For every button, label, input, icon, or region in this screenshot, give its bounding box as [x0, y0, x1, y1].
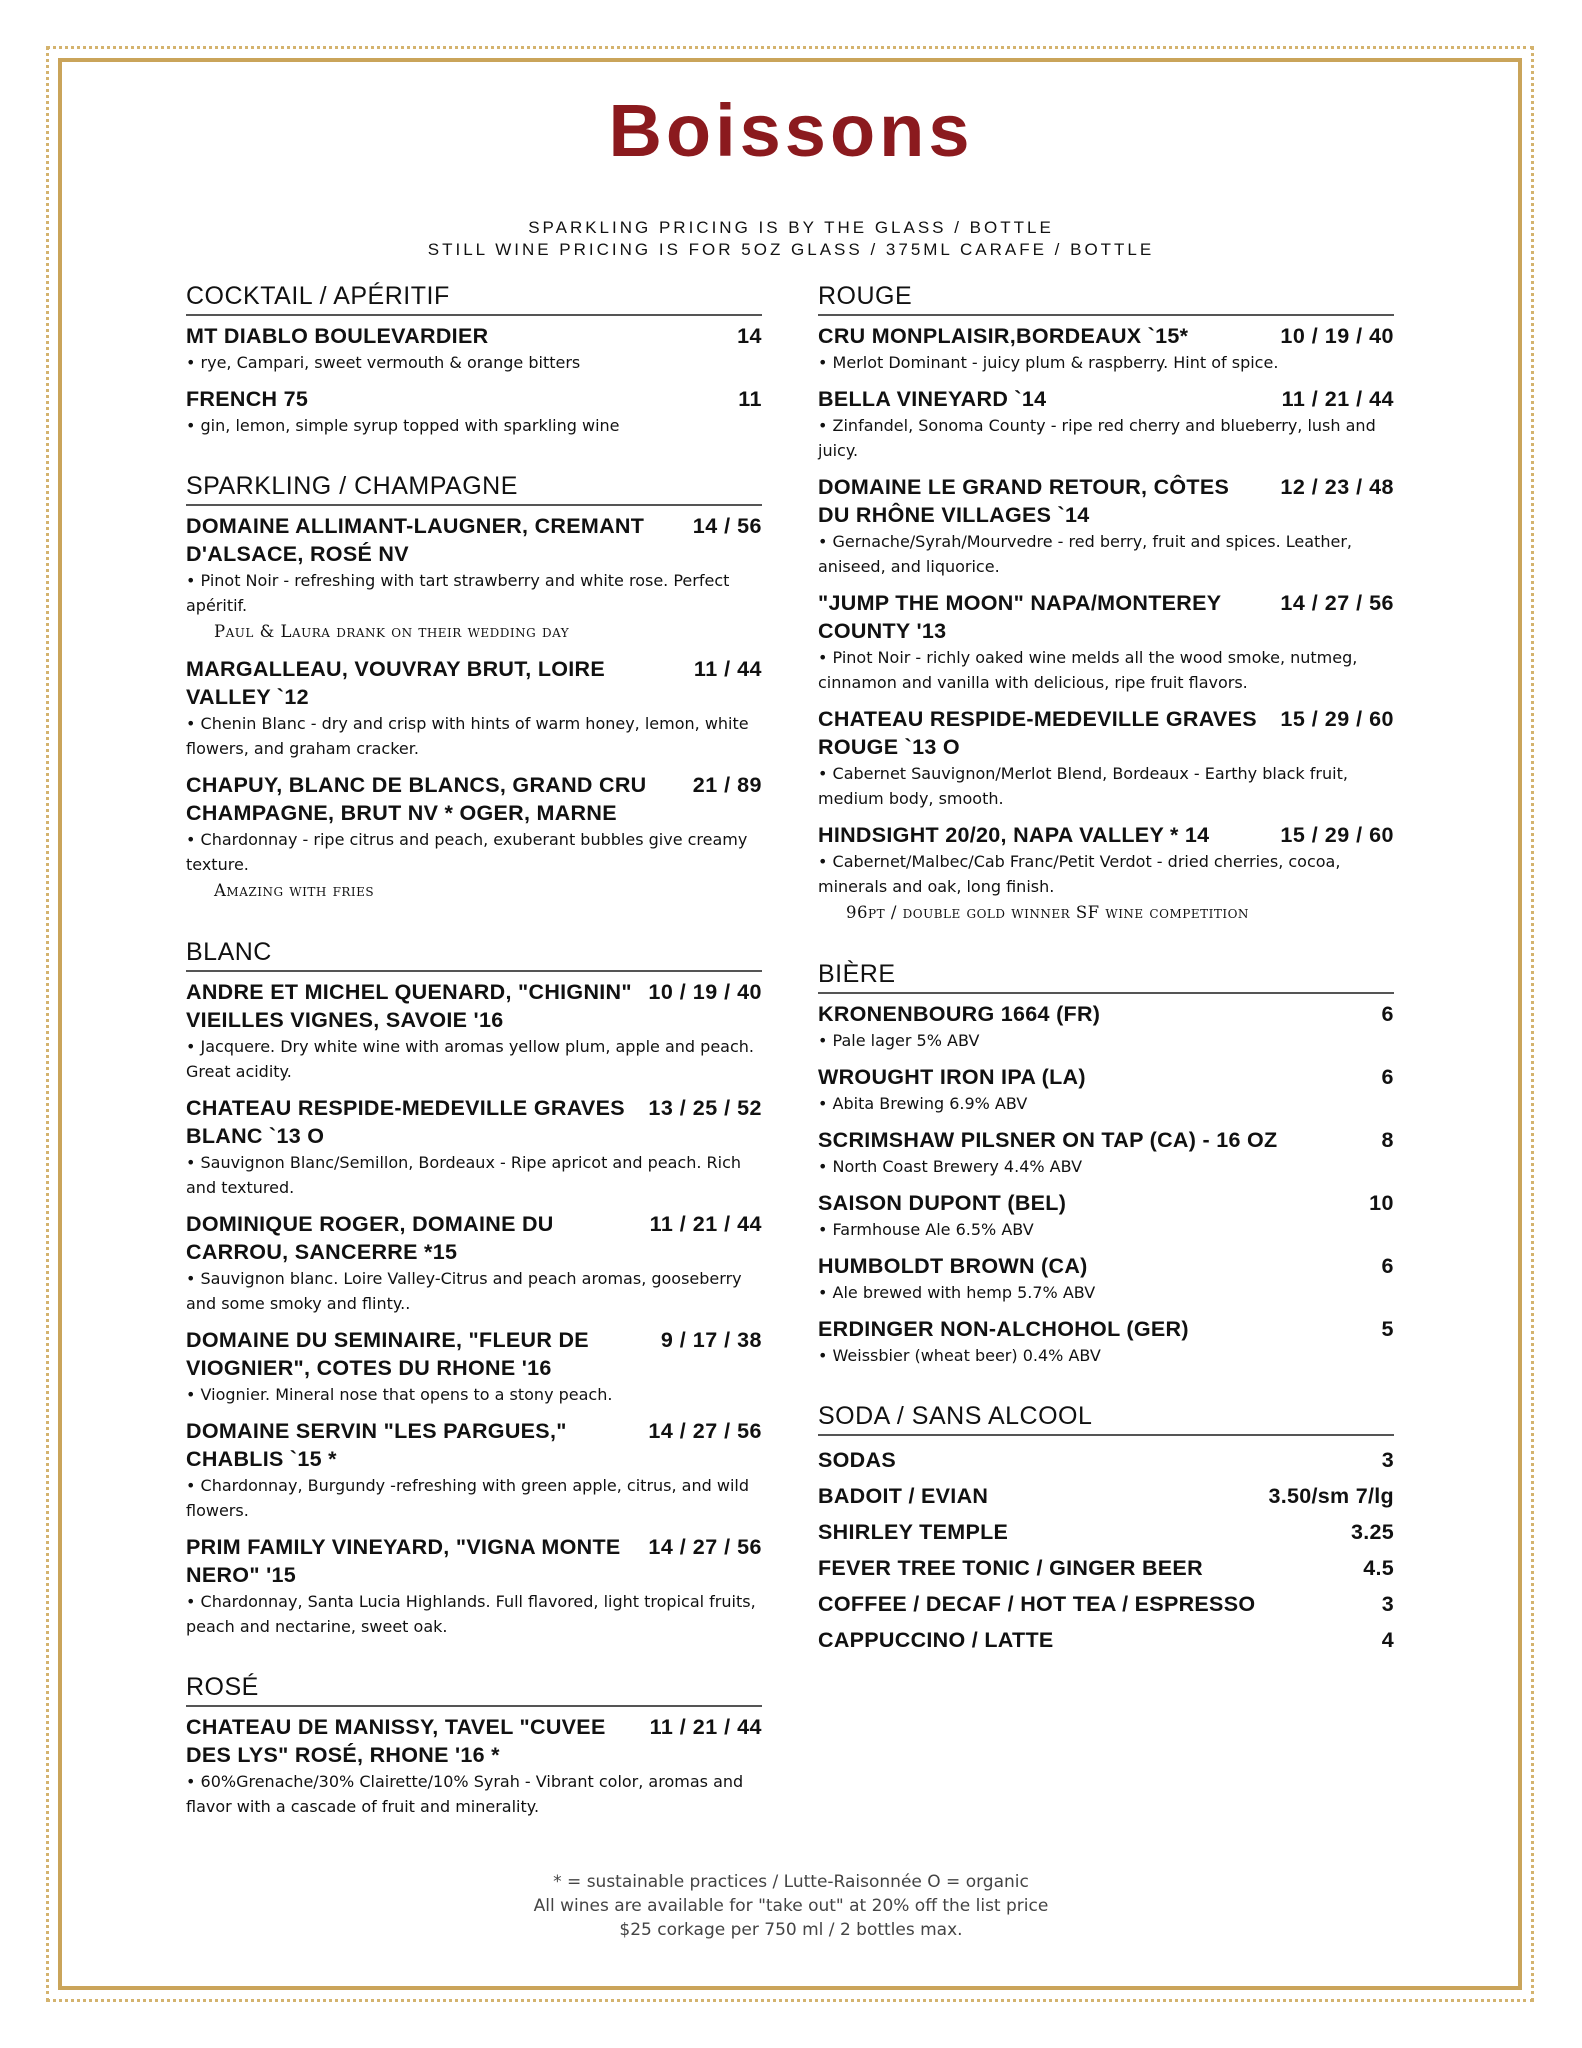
item-description: • Merlot Dominant - juicy plum & raspberry. Hint of spice.	[818, 353, 1279, 372]
menu-item-header	[818, 589, 1394, 645]
item-description: • gin, lemon, simple syrup topped with sparkling wine	[186, 416, 620, 435]
menu-item	[818, 589, 1394, 695]
item-name: FRENCH 75	[186, 387, 309, 411]
menu-item-header	[186, 1533, 762, 1589]
item-name: CHAPUY, BLANC DE BLANCS, GRAND CRU CHAMPAGNE, BRUT NV * OGER, MARNE	[186, 773, 647, 825]
item-price: 6	[1381, 1065, 1394, 1089]
menu-item-header	[186, 1713, 762, 1769]
menu-item-header	[818, 1252, 1394, 1280]
menu-item	[186, 1210, 762, 1316]
soda-item	[818, 1478, 1394, 1514]
item-price: 8	[1381, 1128, 1394, 1152]
item-price: 6	[1381, 1254, 1394, 1278]
item-price: 11 / 44	[693, 657, 762, 681]
menu-section	[186, 1673, 762, 1819]
page-title: Boissons	[608, 89, 974, 172]
menu-item	[186, 322, 762, 375]
footer-takeout: All wines are available for "take out" at 20% off the list price	[533, 1896, 1049, 1916]
menu-item	[186, 771, 762, 904]
item-description: • Gernache/Syrah/Mourvedre - red berry, fruit and spices. Leather, aniseed, and liquorice.	[818, 532, 1352, 576]
item-price: 10	[1369, 1191, 1394, 1215]
menu-item-header	[186, 322, 762, 350]
item-price: 3	[1381, 1592, 1394, 1616]
item-name: COFFEE / DECAF / HOT TEA / ESPRESSO	[818, 1592, 1256, 1616]
right-column	[818, 282, 1394, 1692]
item-name: CHATEAU RESPIDE-MEDEVILLE GRAVES ROUGE `13 O	[818, 707, 1257, 759]
item-price: 10 / 19 / 40	[648, 980, 762, 1004]
section-soda	[818, 1402, 1394, 1658]
menu-section	[818, 282, 1394, 926]
item-price: 3.25	[1350, 1520, 1394, 1544]
menu-section	[186, 938, 762, 1639]
menu-item	[186, 512, 762, 645]
item-description: • Sauvignon blanc. Loire Valley-Citrus and peach aromas, gooseberry and some smoky and flinty..	[186, 1269, 742, 1313]
menu-item-header	[186, 1210, 762, 1266]
soda-item	[818, 1586, 1394, 1622]
item-price: 3.50/sm 7/lg	[1268, 1484, 1394, 1508]
item-price: 14 / 27 / 56	[648, 1535, 762, 1559]
menu-item-header	[186, 655, 762, 711]
item-price: 21 / 89	[692, 773, 762, 797]
item-name: BELLA VINEYARD `14	[818, 387, 1047, 411]
menu-item	[186, 1326, 762, 1407]
item-name: HUMBOLDT BROWN (CA)	[818, 1254, 1088, 1278]
item-price: 11 / 21 / 44	[1281, 387, 1394, 411]
item-name: KRONENBOURG 1664 (FR)	[818, 1002, 1101, 1026]
item-price: 4	[1381, 1628, 1394, 1652]
item-description: • Ale brewed with hemp 5.7% ABV	[818, 1283, 1096, 1302]
section-heading: COCKTAIL / APÉRITIF	[186, 282, 762, 316]
item-name: DOMINIQUE ROGER, DOMAINE DU CARROU, SANCERRE *15	[186, 1212, 554, 1264]
menu-item-header	[818, 1000, 1394, 1028]
menu-item	[818, 1063, 1394, 1116]
menu-item	[818, 1126, 1394, 1179]
item-price: 4.5	[1363, 1556, 1394, 1580]
item-name: WROUGHT IRON IPA (LA)	[818, 1065, 1086, 1089]
item-name: DOMAINE DU SEMINAIRE, "FLEUR DE VIOGNIER", COTES DU RHONE '16	[186, 1328, 589, 1380]
menu-item	[818, 821, 1394, 926]
item-price: 14	[737, 324, 762, 348]
item-name: CHATEAU DE MANISSY, TAVEL "CUVEE DES LYS" ROSÉ, RHONE '16 *	[186, 1715, 606, 1767]
item-description: • Weissbier (wheat beer) 0.4% ABV	[818, 1346, 1101, 1365]
menu-item	[186, 385, 762, 438]
item-name: CAPPUCCINO / LATTE	[818, 1628, 1054, 1652]
menu-item-header	[818, 473, 1394, 529]
item-name: MT DIABLO BOULEVARDIER	[186, 324, 489, 348]
menu-item-header	[186, 978, 762, 1034]
menu-section	[186, 472, 762, 904]
item-name: FEVER TREE TONIC / GINGER BEER	[818, 1556, 1203, 1580]
item-price: 10 / 19 / 40	[1280, 324, 1394, 348]
soda-item	[818, 1442, 1394, 1478]
menu-item	[818, 705, 1394, 811]
item-description: • Chardonnay, Santa Lucia Highlands. Full flavored, light tropical fruits, peach and nectarine, sweet oak.	[186, 1592, 756, 1636]
menu-item-header	[186, 771, 762, 827]
item-price: 11	[738, 387, 762, 411]
item-price: 14 / 56	[692, 514, 762, 538]
item-name: SODAS	[818, 1448, 896, 1472]
item-price: 12 / 23 / 48	[1280, 475, 1394, 499]
item-description: • Zinfandel, Sonoma County - ripe red cherry and blueberry, lush and juicy.	[818, 416, 1376, 460]
menu-section	[818, 960, 1394, 1368]
menu-item-header	[186, 1417, 762, 1473]
item-price: 11 / 21 / 44	[649, 1212, 762, 1236]
footer-corkage: $25 corkage per 750 ml / 2 bottles max.	[619, 1920, 963, 1940]
item-description: • Cabernet/Malbec/Cab Franc/Petit Verdot - dried cherries, cocoa, minerals and oak, long finish.	[818, 852, 1341, 896]
item-price: 15 / 29 / 60	[1280, 707, 1394, 731]
item-name: ERDINGER NON-ALCHOHOL (GER)	[818, 1317, 1189, 1341]
section-heading: ROSÉ	[186, 1673, 762, 1707]
menu-item-header	[186, 512, 762, 568]
item-name: SCRIMSHAW PILSNER ON TAP (CA) - 16 OZ	[818, 1128, 1278, 1152]
item-price: 11 / 21 / 44	[649, 1715, 762, 1739]
menu-item	[186, 1094, 762, 1200]
item-description: • Cabernet Sauvignon/Merlot Blend, Bordeaux - Earthy black fruit, medium body, smooth.	[818, 764, 1348, 808]
menu-item-header	[818, 1126, 1394, 1154]
menu-item	[818, 322, 1394, 375]
item-description: • 60%Grenache/30% Clairette/10% Syrah - Vibrant color, aromas and flavor with a cascade of fruit and minerality.	[186, 1772, 744, 1816]
item-description: • Viognier. Mineral nose that opens to a stony peach.	[186, 1385, 613, 1404]
item-name: MARGALLEAU, VOUVRAY BRUT, LOIRE VALLEY `12	[186, 657, 606, 709]
footer	[0, 1870, 1582, 1942]
menu-section	[186, 282, 762, 438]
item-note: 96pt / double gold winner SF wine competition	[846, 903, 1249, 922]
menu-item	[818, 1252, 1394, 1305]
soda-item	[818, 1550, 1394, 1586]
left-column	[186, 282, 762, 1853]
item-name: BADOIT / EVIAN	[818, 1484, 989, 1508]
item-description: • Pale lager 5% ABV	[818, 1031, 980, 1050]
item-note: Paul & Laura drank on their wedding day	[214, 622, 570, 641]
menu-item	[186, 1417, 762, 1523]
menu-item	[818, 1315, 1394, 1368]
item-name: HINDSIGHT 20/20, NAPA VALLEY * 14	[818, 823, 1210, 847]
item-description: • Abita Brewing 6.9% ABV	[818, 1094, 1028, 1113]
item-description: • Chardonnay - ripe citrus and peach, exuberant bubbles give creamy texture.	[186, 830, 748, 874]
section-heading: SODA / SANS ALCOOL	[818, 1402, 1394, 1436]
item-description: • Chardonnay, Burgundy -refreshing with green apple, citrus, and wild flowers.	[186, 1476, 749, 1520]
item-price: 9 / 17 / 38	[660, 1328, 762, 1352]
item-price: 14 / 27 / 56	[1280, 591, 1394, 615]
section-heading: ROUGE	[818, 282, 1394, 316]
menu-item	[186, 978, 762, 1084]
section-heading: SPARKLING / CHAMPAGNE	[186, 472, 762, 506]
menu-item-header	[818, 1063, 1394, 1091]
item-price: 13 / 25 / 52	[648, 1096, 762, 1120]
menu-item-header	[818, 322, 1394, 350]
item-name: DOMAINE SERVIN "LES PARGUES," CHABLIS `15 *	[186, 1419, 567, 1471]
menu-item-header	[818, 385, 1394, 413]
item-name: CRU MONPLAISIR,BORDEAUX `15*	[818, 324, 1189, 348]
menu-item-header	[818, 1189, 1394, 1217]
menu-item-header	[818, 821, 1394, 849]
item-description: • rye, Campari, sweet vermouth & orange bitters	[186, 353, 581, 372]
menu-item	[818, 1189, 1394, 1242]
section-heading: BLANC	[186, 938, 762, 972]
item-name: DOMAINE LE GRAND RETOUR, CÔTES DU RHÔNE VILLAGES `14	[818, 475, 1230, 527]
footer-legend: * = sustainable practices / Lutte-Raisonnée O = organic	[553, 1872, 1029, 1892]
item-name: SHIRLEY TEMPLE	[818, 1520, 1009, 1544]
item-name: SAISON DUPONT (BEL)	[818, 1191, 1067, 1215]
item-description: • Pinot Noir - refreshing with tart strawberry and white rose. Perfect apéritif.	[186, 571, 730, 615]
menu-item-header	[818, 1315, 1394, 1343]
item-description: • Pinot Noir - richly oaked wine melds all the wood smoke, nutmeg, cinnamon and vanilla with delicious, ripe fruit flavors.	[818, 648, 1358, 692]
menu-item-header	[186, 385, 762, 413]
menu-item-header	[186, 1094, 762, 1150]
soda-list	[818, 1442, 1394, 1658]
item-price: 6	[1381, 1002, 1394, 1026]
soda-item	[818, 1622, 1394, 1658]
item-note: Amazing with fries	[214, 881, 375, 900]
item-name: PRIM FAMILY VINEYARD, "VIGNA MONTE NERO" '15	[186, 1535, 621, 1587]
menu-item-header	[186, 1326, 762, 1382]
pricing-note-still: STILL WINE PRICING IS FOR 5OZ GLASS / 375ML CARAFE / BOTTLE	[427, 240, 1155, 259]
soda-item	[818, 1514, 1394, 1550]
pricing-note-sparkling: SPARKLING PRICING IS BY THE GLASS / BOTTLE	[528, 218, 1054, 237]
menu-item	[818, 385, 1394, 463]
item-name: CHATEAU RESPIDE-MEDEVILLE GRAVES BLANC `13 O	[186, 1096, 625, 1148]
item-price: 14 / 27 / 56	[648, 1419, 762, 1443]
item-name: DOMAINE ALLIMANT-LAUGNER, CREMANT D'ALSACE, ROSÉ NV	[186, 514, 645, 566]
item-price: 15 / 29 / 60	[1280, 823, 1394, 847]
item-description: • Farmhouse Ale 6.5% ABV	[818, 1220, 1034, 1239]
item-description: • Sauvignon Blanc/Semillon, Bordeaux - Ripe apricot and peach. Rich and textured.	[186, 1153, 742, 1197]
menu-item	[818, 1000, 1394, 1053]
menu-item	[818, 473, 1394, 579]
item-price: 5	[1381, 1317, 1394, 1341]
right-sections	[818, 282, 1394, 1368]
menu-item	[186, 1713, 762, 1819]
menu-item-header	[818, 705, 1394, 761]
item-name: ANDRE ET MICHEL QUENARD, "CHIGNIN" VIEILLES VIGNES, SAVOIE '16	[186, 980, 632, 1032]
menu-item	[186, 655, 762, 761]
item-description: • Chenin Blanc - dry and crisp with hints of warm honey, lemon, white flowers, and graham cracker.	[186, 714, 749, 758]
item-price: 3	[1381, 1448, 1394, 1472]
menu-item	[186, 1533, 762, 1639]
item-description: • North Coast Brewery 4.4% ABV	[818, 1157, 1083, 1176]
section-heading: BIÈRE	[818, 960, 1394, 994]
item-description: • Jacquere. Dry white wine with aromas yellow plum, apple and peach. Great acidity.	[186, 1037, 754, 1081]
item-name: "JUMP THE MOON" NAPA/MONTEREY COUNTY '13	[818, 591, 1221, 643]
